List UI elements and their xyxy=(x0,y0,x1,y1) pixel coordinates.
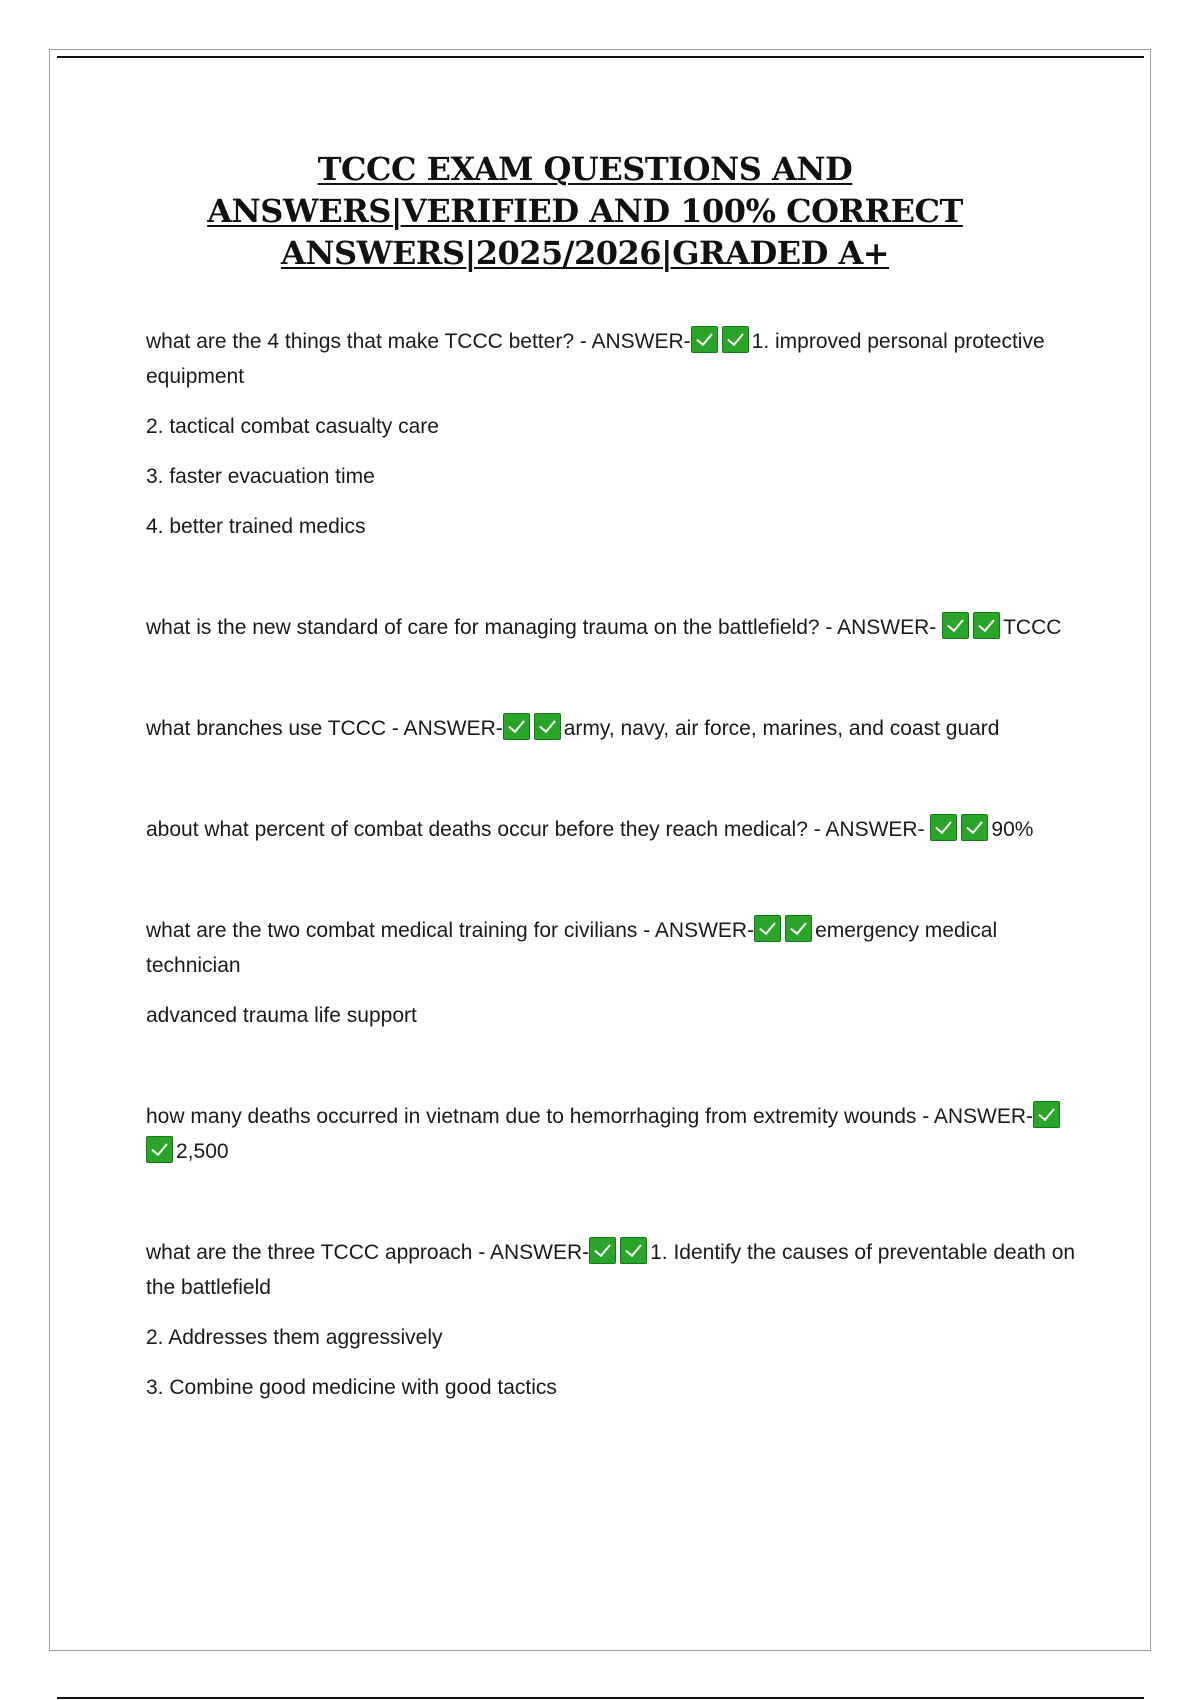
answer-text: TCCC xyxy=(1003,616,1062,639)
qa-item-5 xyxy=(146,913,1076,1033)
check-icon xyxy=(146,1136,173,1163)
qa-item-1 xyxy=(146,324,1076,544)
check-icon xyxy=(930,814,957,841)
answer-text: army, navy, air force, marines, and coast guard xyxy=(563,717,1000,740)
document-title xyxy=(150,148,1020,274)
answer-line: advanced trauma life support xyxy=(146,1004,417,1027)
qa-2-text xyxy=(146,610,1076,645)
check-icon xyxy=(589,1237,616,1264)
check-icon xyxy=(754,915,781,942)
answer-text: 90% xyxy=(991,818,1034,841)
qa-6-text xyxy=(146,1099,1076,1169)
qa-item-7 xyxy=(146,1235,1076,1405)
check-icon xyxy=(1033,1101,1060,1128)
qa-item-6 xyxy=(146,1099,1076,1169)
check-icon xyxy=(785,915,812,942)
document-body xyxy=(146,324,1076,1405)
question-text: what are the 4 things that make TCCC better? - ANSWER- xyxy=(146,330,691,353)
answer-line: 4. better trained medics xyxy=(146,515,366,538)
check-icon xyxy=(503,713,530,740)
answer-text: 2,500 xyxy=(176,1140,229,1163)
check-icon xyxy=(942,612,969,639)
answer-line: 2. Addresses them aggressively xyxy=(146,1326,443,1349)
qa-1-text xyxy=(146,324,1076,394)
question-text: what branches use TCCC - ANSWER- xyxy=(146,717,503,740)
title-line-2: ANSWERS|VERIFIED AND 100% CORRECT xyxy=(207,192,963,230)
question-text: about what percent of combat deaths occur before they reach medical? - ANSWER- xyxy=(146,818,925,841)
question-text: what are the three TCCC approach - ANSWER- xyxy=(146,1241,590,1264)
answer-text: 1. Identify the causes of preventable death on the battlefield xyxy=(146,1241,1076,1299)
qa-item-3 xyxy=(146,711,1076,746)
bottom-rule xyxy=(57,1697,1144,1699)
check-icon xyxy=(620,1237,647,1264)
question-text: how many deaths occurred in vietnam due to hemorrhaging from extremity wounds - ANSWER- xyxy=(146,1105,1034,1128)
answer-line: 2. tactical combat casualty care xyxy=(146,415,439,438)
qa-3-text xyxy=(146,711,1076,746)
check-icon xyxy=(973,612,1000,639)
answer-line: 3. Combine good medicine with good tactics xyxy=(146,1376,557,1399)
check-icon xyxy=(961,814,988,841)
qa-7-text xyxy=(146,1235,1076,1305)
question-text: what is the new standard of care for managing trauma on the battlefield? - ANSWER- xyxy=(146,616,937,639)
answer-text: 1. improved personal protective equipment xyxy=(146,330,1045,388)
title-line-3: ANSWERS|2025/2026|GRADED A+ xyxy=(280,234,890,272)
top-rule xyxy=(57,56,1144,58)
answer-text: emergency medical technician xyxy=(146,919,998,977)
title-line-1: TCCC EXAM QUESTIONS AND xyxy=(317,150,853,188)
answer-line: 3. faster evacuation time xyxy=(146,465,375,488)
qa-item-4 xyxy=(146,812,1076,847)
question-text: what are the two combat medical training for civilians - ANSWER- xyxy=(146,919,755,942)
check-icon xyxy=(691,326,718,353)
check-icon xyxy=(722,326,749,353)
qa-5-text xyxy=(146,913,1076,983)
qa-item-2 xyxy=(146,610,1076,645)
qa-4-text xyxy=(146,812,1076,847)
check-icon xyxy=(534,713,561,740)
